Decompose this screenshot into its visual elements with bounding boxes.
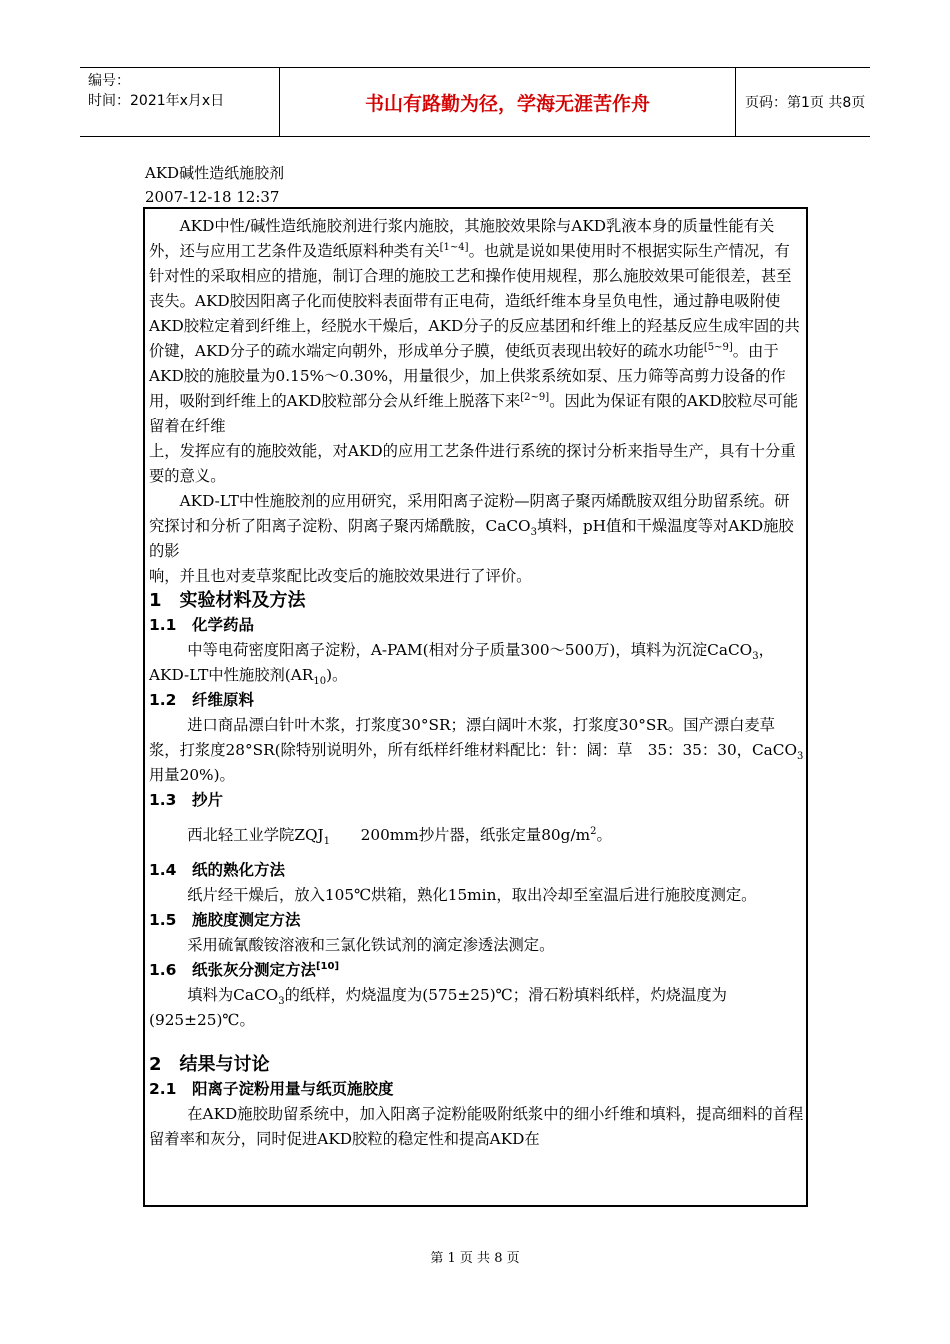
paragraph-intro-2 [149, 489, 804, 564]
text-run: 在AKD施胶助留系统中，加入阳离子淀粉能吸附纸浆中的细小纤维和填料，提高细料的首程留着率和灰分，同时促进AKD胶粒的稳定性和提高AKD在 [149, 1105, 804, 1148]
paragraph-1-2 [149, 713, 804, 788]
text-run: 采用硫氰酸铵溶液和三氯化铁试剂的滴定渗透法测定。 [187, 936, 555, 954]
paragraph-1-4 [149, 883, 804, 908]
subscript: 3 [278, 996, 285, 1008]
paragraph-1-3 [149, 823, 804, 848]
subsection-heading-1-3: 1.3 抄片 [149, 791, 223, 809]
header-motto: 书山有路勤为径，学海无涯苦作舟 [280, 68, 736, 136]
text-run: 用量20%)。 [149, 766, 235, 784]
content-frame [143, 207, 808, 1207]
paragraph-1-1 [149, 638, 804, 688]
paragraph-intro-1-cont: 上，发挥应有的施胶效能，对AKD的应用工艺条件进行系统的探讨分析来指导生产，具有十分重要的意义。 [149, 442, 796, 485]
subsection-heading-1-2: 1.2 纤维原料 [149, 691, 254, 709]
text-run: 200mm抄片器，纸张定量80g/m [330, 826, 591, 844]
header-meta [80, 68, 280, 136]
section-heading-1: 1 实验材料及方法 [149, 590, 306, 611]
superscript: 2 [590, 825, 597, 837]
subsection-heading-1-5: 1.5 施胶度测定方法 [149, 911, 301, 929]
subscript: 1 [323, 836, 331, 848]
subscript: 10 [313, 676, 327, 688]
page-footer: 第 1 页 共 8 页 [430, 1251, 520, 1266]
text-run: 1.6 纸张灰分测定方法 [149, 961, 316, 979]
citation-ref: [10] [315, 960, 340, 972]
paragraph-intro-2-cont: 响，并且也对麦草浆配比改变后的施胶效果进行了评价。 [149, 567, 532, 585]
subscript: 3 [752, 651, 759, 663]
text-run: 。由于AKD胶的施胶量为0.15%～0.30%，用量很少，加上供浆系统如泵、压力筛等高剪力设备的作用，吸附到纤维上的AKD胶粒部分会从纤维上脱落下来 [149, 342, 786, 410]
subscript: 3 [530, 527, 537, 539]
subsection-heading-1-4: 1.4 纸的熟化方法 [149, 861, 285, 879]
article-body [149, 214, 804, 1152]
doc-time-label: 时间：2021年x月x日 [88, 93, 225, 109]
header-page-info: 页码：第1页 共8页 [745, 95, 866, 111]
section-heading-2: 2 结果与讨论 [149, 1054, 270, 1075]
text-run: AKD-LT中性施胶剂的应用研究，采用阳离子淀粉—阴离子聚丙烯酰胺双组分助留系统。研究探讨和分析了阳离子淀粉、阴离子聚丙烯酰胺，CaCO [149, 492, 790, 535]
citation-ref: [2~9] [520, 391, 550, 403]
text-run: 西北轻工业学院ZQJ [187, 826, 324, 844]
text-run: 进口商品漂白针叶木浆，打浆度30°SR；漂白阔叶木浆，打浆度30°SR。国产漂白麦草浆，打浆度28°SR(除特别说明外，所有纸样纤维材料配比：针：阔：草 35：35：30，CaCO [149, 716, 798, 759]
doc-code-label: 编号： [88, 73, 130, 89]
subscript: 3 [797, 751, 804, 763]
text-run: 。 [596, 826, 612, 844]
paragraph-intro-1 [149, 214, 804, 439]
text-run: 。因此为保证有限的AKD胶粒尽可能留着在纤维 [149, 392, 799, 435]
page-header [80, 67, 870, 137]
text-run: AKD中性/碱性造纸施胶剂进行浆内施胶，其施胶效果除与AKD乳液本身的质量性能有关外，还与应用工艺条件及造纸原料种类有关 [149, 217, 775, 260]
subsection-heading-2-1: 2.1 阳离子淀粉用量与纸页施胶度 [149, 1080, 394, 1098]
text-run: 的纸样，灼烧温度为(575±25)℃；滑石粉填料纸样，灼烧温度为(925±25)℃。 [149, 986, 727, 1029]
text-run: ，AKD-LT中性施胶剂(AR [149, 641, 774, 684]
subsection-heading-1-6 [149, 958, 804, 983]
text-run: 填料为CaCO [187, 986, 279, 1004]
paragraph-1-5 [149, 933, 804, 958]
text-run: 。也就是说如果使用时不根据实际生产情况，有针对性的采取相应的措施，制订合理的施胶工艺和操作使用规程，那么施胶效果可能很差，甚至丧失。AKD胶因阳离子化而使胶料表面带有正电荷，造纸纤维本身呈负电性，通过静电吸附使AKD胶粒定着到纤维上，经脱水干燥后，AKD分子的反应基团和纤维上的羟基反应生成牢固的共价键，AKD分子的疏水端定向朝外，形成单分子膜，使纸页表现出较好的疏水功能 [149, 242, 800, 360]
paragraph-1-6 [149, 983, 804, 1033]
text-run: )。 [326, 666, 348, 684]
citation-ref: [5~9] [703, 341, 733, 353]
paragraph-2-1 [149, 1102, 804, 1152]
text-run: 填料，pH值和干燥温度等对AKD施胶的影 [149, 517, 794, 560]
subsection-heading-1-1: 1.1 化学药品 [149, 616, 254, 634]
text-run: 中等电荷密度阳离子淀粉，A-PAM(相对分子质量300～500万)，填料为沉淀CaCO [187, 641, 753, 659]
citation-ref: [1~4] [439, 241, 469, 253]
document-title: AKD碱性造纸施胶剂 [145, 164, 285, 182]
text-run: 纸片经干燥后，放入105℃烘箱，熟化15min，取出冷却至室温后进行施胶度测定。 [187, 886, 757, 904]
document-datetime: 2007-12-18 12:37 [145, 188, 280, 206]
